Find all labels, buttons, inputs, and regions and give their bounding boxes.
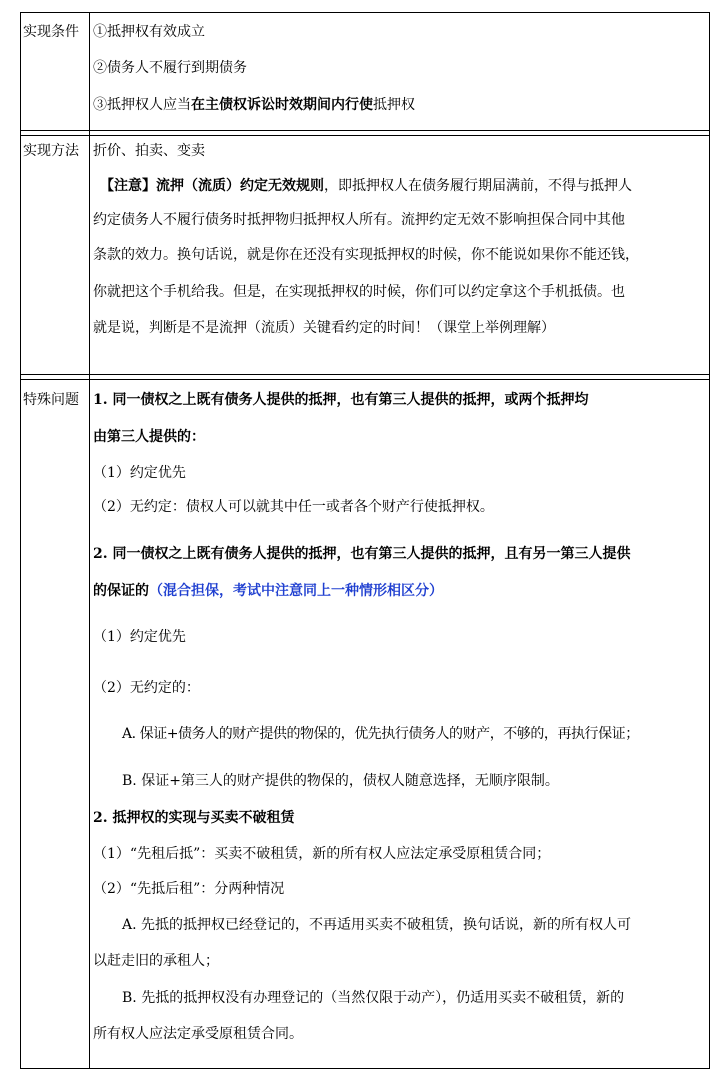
row-label-methods: 实现方法 [23, 143, 79, 159]
list-item: （2）无约定的： [93, 680, 200, 696]
list-item: （2）“先抵后租”：分两种情况 [93, 881, 285, 897]
method-text: 折价、拍卖、变卖 [93, 143, 205, 159]
table-row-divider [20, 135, 710, 136]
note-bold: 流押（流质）约定无效规则 [156, 178, 324, 194]
list-item: 所有权人应法定承受原租赁合同。 [93, 1026, 303, 1042]
list-item: A. 先抵的抵押权已经登记的，不再适用买卖不破租赁，换句话说，新的所有权人可 [122, 917, 632, 933]
condition-item [93, 95, 415, 115]
note-line: 就是说，判断是不是流押（流质）关键看约定的时间！（课堂上举例理解） [93, 320, 555, 336]
table-border-right [709, 12, 710, 1069]
condition-item: ②债务人不履行到期债务 [93, 60, 247, 76]
list-item: A. 保证+债务人的财产提供的物保的，优先执行债务人的财产，不够的，再执行保证； [122, 726, 639, 742]
table-border-left [20, 12, 21, 1069]
row-label-conditions: 实现条件 [23, 24, 79, 40]
section-heading: 由第三人提供的： [93, 429, 205, 445]
list-item: B. 先抵的抵押权没有办理登记的（当然仅限于动产），仍适用买卖不破租赁，新的 [122, 990, 625, 1006]
list-item: B. 保证+第三人的财产提供的物保的，债权人随意选择，无顺序限制。 [122, 773, 559, 789]
section-heading: 1. 同一债权之上既有债务人提供的抵押，也有第三人提供的抵押，或两个抵押均 [93, 392, 589, 408]
table-border-bottom [20, 1068, 710, 1069]
heading-blue-note: （混合担保，考试中注意同上一种情形相区分） [149, 583, 443, 599]
list-item: （2）无约定：债权人可以就其中任一或者各个财产行使抵押权。 [93, 499, 494, 515]
note-line: 你就把这个手机给我。但是，在实现抵押权的时候，你们可以约定拿这个手机抵债。也 [93, 284, 625, 300]
section-heading: 2. 抵押权的实现与买卖不破租赁 [93, 810, 295, 826]
list-item: 以赶走旧的承租人； [93, 953, 219, 969]
condition-item-suffix: 抵押权 [373, 97, 415, 113]
table-column-divider [89, 12, 90, 1069]
note-rest: ，即抵押权人在债务履行期届满前，不得与抵押人 [324, 178, 632, 194]
list-item: （1）“先租后抵”：买卖不破租赁，新的所有权人应法定承受原租赁合同； [93, 846, 551, 862]
table-row-divider [20, 374, 710, 375]
table-row-divider [20, 379, 710, 380]
note-line: 条款的效力。换句话说，就是你在还没有实现抵押权的时候，你不能说如果你不能还钱， [93, 247, 639, 263]
heading-bold: 的保证的 [93, 583, 149, 599]
table-row-divider [20, 130, 710, 131]
section-heading: 2. 同一债权之上既有债务人提供的抵押，也有第三人提供的抵押，且有另一第三人提供 [93, 546, 631, 562]
condition-item: ①抵押权有效成立 [93, 24, 205, 40]
condition-item-prefix: ③抵押权人应当 [93, 97, 191, 113]
table-border-top [20, 12, 710, 13]
row-label-special: 特殊问题 [23, 392, 79, 408]
note-line: 约定债务人不履行债务时抵押物归抵押权人所有。流押约定无效不影响担保合同中其他 [93, 212, 625, 228]
list-item: （1）约定优先 [93, 629, 186, 645]
note-label: 【注意】 [100, 178, 156, 194]
condition-item-bold: 在主债权诉讼时效期间内行使 [191, 97, 373, 113]
section-heading [93, 581, 443, 601]
note-line [100, 176, 632, 196]
list-item: （1）约定优先 [93, 465, 186, 481]
